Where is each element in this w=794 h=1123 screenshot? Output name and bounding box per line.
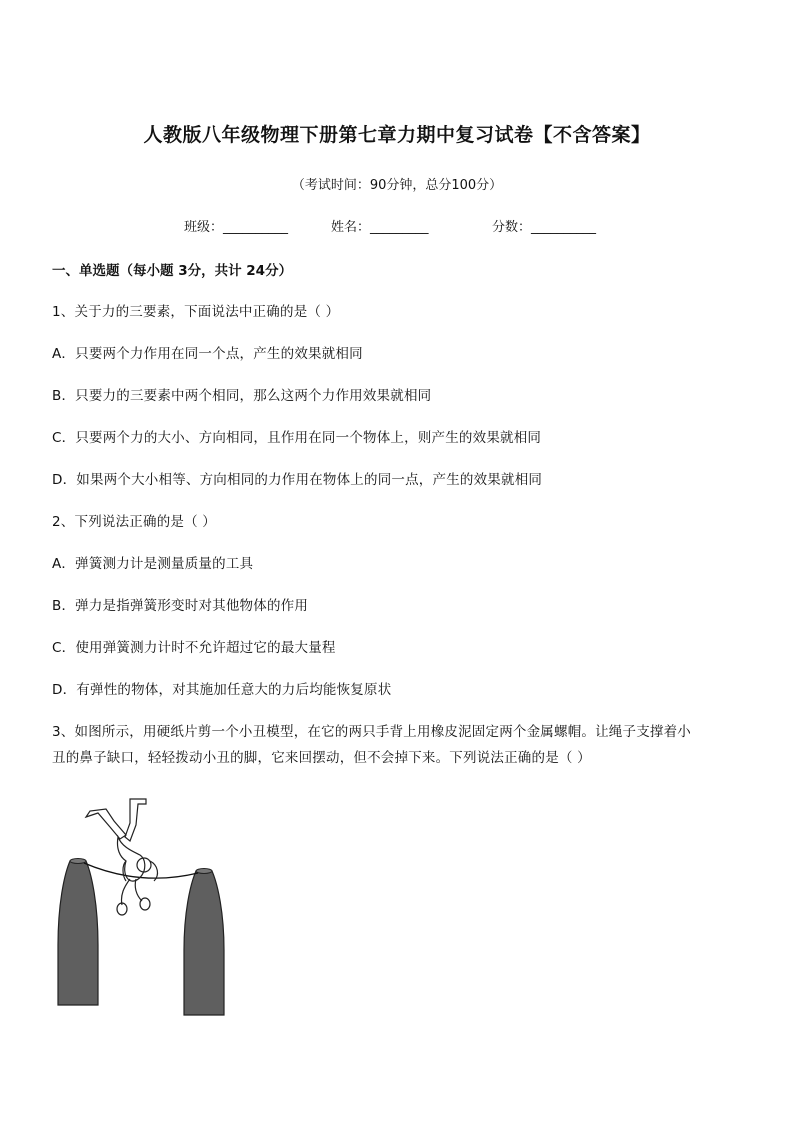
question-1-option-d: D．如果两个大小相等、方向相同的力作用在物体上的同一点，产生的效果就相同 [52,472,543,488]
question-2-option-a: A．弹簧测力计是测量质量的工具 [52,556,254,572]
section-heading: 一、单选题（每小题 3分，共计 24分） [52,263,293,279]
score-field: 分数：__________ [492,220,597,235]
question-2-option-c: C．使用弹簧测力计时不允许超过它的最大量程 [52,640,336,656]
clown-balance-figure [50,795,240,1020]
question-1-option-b: B．只要力的三要素中两个相同，那么这两个力作用效果就相同 [52,388,432,404]
page-title: 人教版八年级物理下册第七章力期中复习试卷【不含答案】 [143,124,651,146]
question-1-stem: 1、关于力的三要素，下面说法中正确的是（ ） [52,304,340,320]
question-3-stem-line-1: 3、如图所示，用硬纸片剪一个小丑模型，在它的两只手背上用橡皮泥固定两个金属螺帽。让绳子支撑着小 [52,724,691,740]
left-bottle [58,861,98,1005]
question-2-option-b: B．弹力是指弹簧形变时对其他物体的作用 [52,598,309,614]
question-1-option-a: A．只要两个力作用在同一个点，产生的效果就相同 [52,346,363,362]
question-1-option-c: C．只要两个力的大小、方向相同，且作用在同一个物体上，则产生的效果就相同 [52,430,542,446]
clown-model [86,799,157,915]
question-2-stem: 2、下列说法正确的是（ ） [52,514,216,530]
question-3-stem-line-2: 丑的鼻子缺口，轻轻拨动小丑的脚，它来回摆动，但不会掉下来。下列说法正确的是（ ） [52,750,591,766]
right-bottle [184,871,224,1015]
class-field: 班级：__________ [184,220,289,235]
exam-duration-note: （考试时间：90分钟，总分100分） [291,178,503,193]
name-field: 姓名：_________ [331,220,429,235]
question-2-option-d: D．有弹性的物体，对其施加任意大的力后均能恢复原状 [52,682,392,698]
